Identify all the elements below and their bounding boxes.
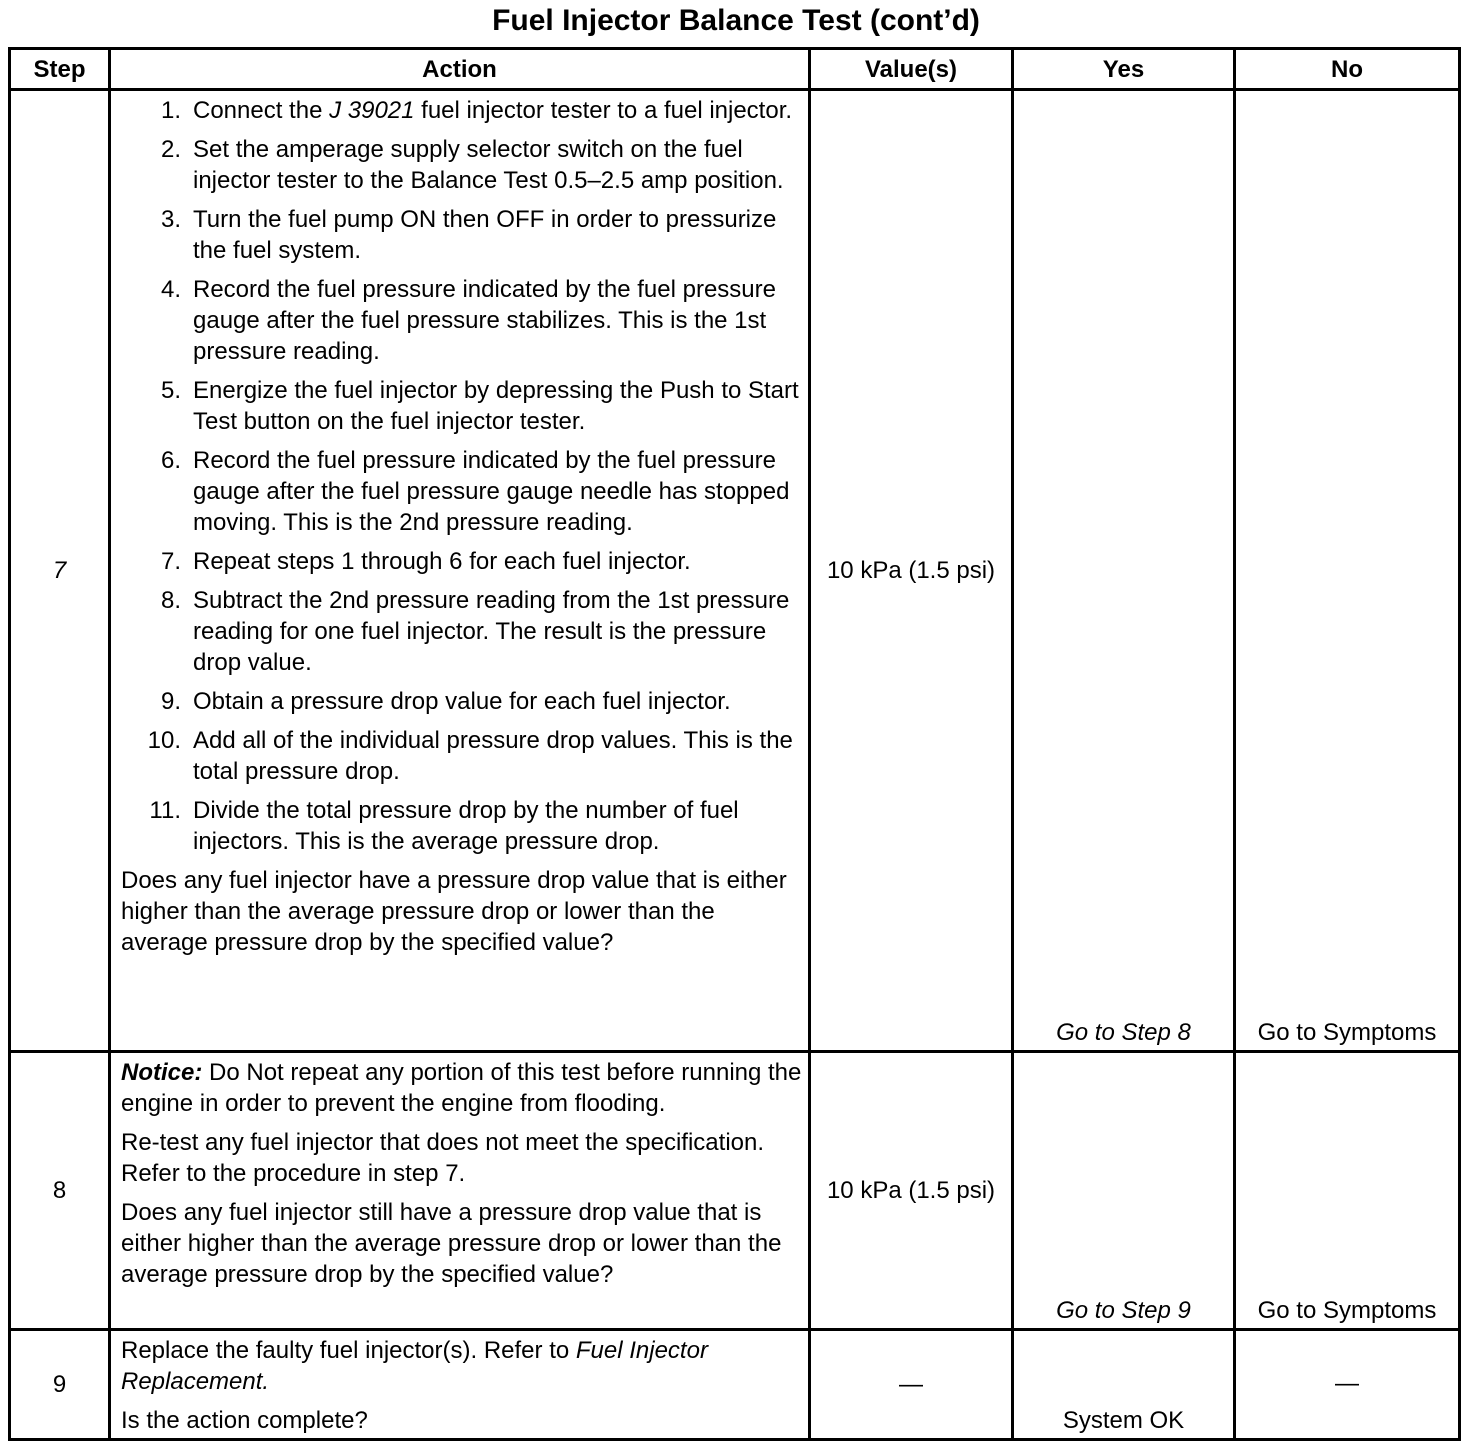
notice-text: Do Not repeat any portion of this test before running the engine in order to prevent the engine from flooding.: [121, 1059, 802, 1117]
step-number: 8: [10, 1052, 110, 1330]
list-item: [121, 204, 806, 266]
yes-cell: System OK: [1013, 1330, 1235, 1440]
text-part: fuel injector tester to a fuel injector.: [414, 97, 793, 124]
retest-paragraph: Re-test any fuel injector that does not meet the specification. Refer to the procedure in step 7.: [121, 1129, 765, 1187]
list-item-text: Record the fuel pressure indicated by the fuel pressure gauge after the fuel pressure stabilizes. This is the 1st pressure reading.: [193, 276, 776, 365]
list-item-text: Divide the total pressure drop by the number of fuel injectors. This is the average pressure drop.: [193, 797, 739, 855]
list-item-text: Record the fuel pressure indicated by the fuel pressure gauge after the fuel pressure gauge needle has stopped moving. This is the 2nd pressure reading.: [193, 447, 790, 536]
action-steps-list: [121, 95, 806, 857]
procedure-reference: Fuel Injector Replacement.: [121, 1337, 708, 1395]
action-question: Does any fuel injector still have a pressure drop value that is either higher than the average pressure drop or lower than the average pressure drop by the specified value?: [121, 1199, 782, 1288]
list-item-number: 2.: [160, 136, 181, 163]
table-row-step-7: [10, 90, 1460, 1052]
list-item-text: Obtain a pressure drop value for each fuel injector.: [193, 688, 731, 715]
text-part: Connect the: [193, 97, 330, 124]
no-cell: Go to Symptoms: [1235, 1052, 1460, 1330]
list-item-number: 8.: [160, 587, 181, 614]
yes-cell: [1013, 90, 1235, 1052]
list-item: [121, 375, 806, 437]
action-cell: [110, 90, 810, 1052]
no-cell: Go to Symptoms: [1235, 90, 1460, 1052]
list-item-number: 6.: [160, 447, 181, 474]
action-question: Does any fuel injector have a pressure drop value that is either higher than the average pressure drop or lower than the average pressure drop by the specified value?: [121, 867, 787, 956]
header-yes: Yes: [1013, 49, 1235, 90]
page-title: Fuel Injector Balance Test (cont’d): [492, 4, 980, 37]
go-to-step-8-link: Go to Step 8: [1056, 1019, 1191, 1046]
list-item-number: 7.: [160, 548, 181, 575]
value-cell: 10 kPa (1.5 psi): [810, 90, 1013, 1052]
list-item-text: Energize the fuel injector by depressing the Push to Start Test button on the fuel injector tester.: [193, 377, 799, 435]
list-item-number: 11.: [149, 797, 181, 824]
list-item-text: Repeat steps 1 through 6 for each fuel injector.: [193, 548, 691, 575]
list-item-number: 1.: [160, 97, 181, 124]
list-item-text: Add all of the individual pressure drop values. This is the total pressure drop.: [193, 727, 793, 785]
step-number: 9: [10, 1330, 110, 1440]
replace-paragraph: [121, 1335, 806, 1397]
list-item: [121, 795, 806, 857]
value-cell: 10 kPa (1.5 psi): [810, 1052, 1013, 1330]
list-item-number: 4.: [160, 276, 181, 303]
step-number: 7: [10, 90, 110, 1052]
procedure-table: [8, 47, 1461, 1441]
action-cell: [110, 1052, 810, 1330]
list-item: [121, 546, 806, 577]
list-item: [121, 585, 806, 678]
action-cell: [110, 1330, 810, 1440]
list-item: [121, 725, 806, 787]
action-question: Is the action complete?: [121, 1407, 368, 1434]
list-item-text: [193, 95, 806, 126]
notice-paragraph: [121, 1057, 806, 1119]
header-values: Value(s): [810, 49, 1013, 90]
header-step: Step: [10, 49, 110, 90]
notice-label: Notice:: [121, 1059, 203, 1086]
list-item: [121, 445, 806, 538]
list-item-text: Subtract the 2nd pressure reading from the 1st pressure reading for one fuel injector. The result is the pressure drop value.: [193, 587, 790, 676]
list-item-number: 10.: [147, 727, 181, 754]
go-to-step-9-link: Go to Step 9: [1056, 1297, 1191, 1324]
list-item: [121, 274, 806, 367]
header-row: [10, 49, 1460, 90]
text-part: Replace the faulty fuel injector(s). Refer to: [121, 1337, 576, 1364]
tool-reference: J 39021: [329, 97, 415, 124]
table-row-step-9: [10, 1330, 1460, 1440]
list-item-number: 3.: [160, 206, 181, 233]
list-item-text: Turn the fuel pump ON then OFF in order to pressurize the fuel system.: [193, 206, 777, 264]
list-item-number: 5.: [160, 377, 181, 404]
value-cell: —: [810, 1330, 1013, 1440]
header-action: Action: [110, 49, 810, 90]
no-cell: [1235, 1330, 1460, 1440]
list-item: [121, 686, 806, 717]
no-dash: —: [1335, 1370, 1359, 1397]
list-item-number: 9.: [160, 688, 181, 715]
table-row-step-8: [10, 1052, 1460, 1330]
yes-cell: [1013, 1052, 1235, 1330]
list-item-text: Set the amperage supply selector switch on the fuel injector tester to the Balance Test 0.5–2.5 amp position.: [193, 136, 784, 194]
list-item: [121, 95, 806, 126]
header-no: No: [1235, 49, 1460, 90]
list-item: [121, 134, 806, 196]
